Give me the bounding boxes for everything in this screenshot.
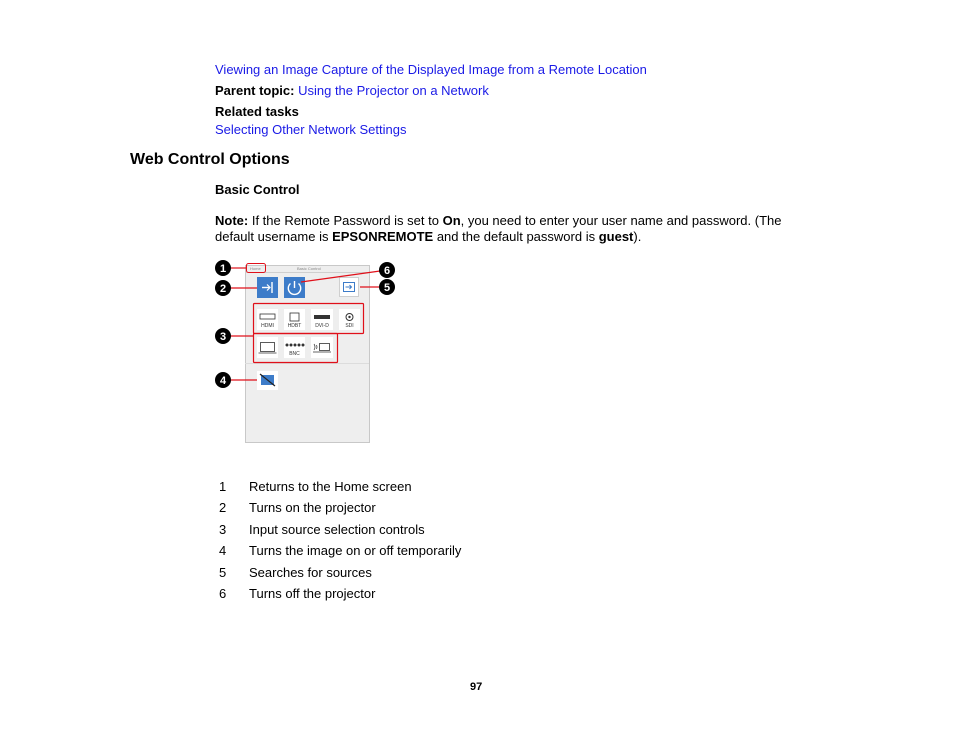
source-dvid-label: DVI-D	[315, 323, 329, 329]
legend-num-1: 1	[219, 479, 227, 494]
source-sdi-button[interactable]	[339, 309, 360, 330]
note-username: EPSONREMOTE	[332, 229, 434, 244]
note-on: On	[442, 213, 461, 228]
bnc-icon	[286, 344, 289, 347]
section-subtitle: Basic Control	[215, 182, 300, 197]
legend-num-5: 5	[219, 565, 227, 580]
callout-1	[215, 260, 231, 276]
source-network-button[interactable]	[311, 337, 333, 358]
source-sdi-label: SDI	[345, 323, 354, 329]
callout-4	[215, 372, 231, 388]
legend-num-2: 2	[219, 500, 227, 515]
note-text-1: If the Remote Password is set to	[248, 213, 443, 228]
callout-5	[379, 279, 395, 295]
source-computer-button[interactable]	[257, 337, 278, 358]
source-bnc-button[interactable]	[284, 337, 305, 358]
tab-basic-control[interactable]: Basic Control	[297, 266, 321, 271]
callout-4-label: 4	[219, 375, 227, 387]
legend-text-4: Turns the image on or off temporarily	[249, 543, 462, 558]
note-text-4: and the default password is	[433, 229, 599, 244]
legend-text-6: Turns off the projector	[249, 586, 376, 601]
note-text-3: default username is	[215, 229, 333, 244]
dvid-icon	[314, 315, 330, 319]
legend-text-1: Returns to the Home screen	[249, 479, 412, 494]
legend-text-2: Turns on the projector	[249, 500, 376, 515]
note-label: Note:	[215, 213, 249, 228]
legend-text-3: Input source selection controls	[249, 522, 425, 537]
legend-text-5: Searches for sources	[249, 565, 372, 580]
source-hdbt-label: HDBT	[287, 323, 302, 329]
source-dvid-button[interactable]	[311, 309, 333, 330]
legend-num-4: 4	[219, 543, 227, 558]
related-tasks-label: Related tasks	[215, 104, 299, 119]
av-mute-button[interactable]	[257, 371, 278, 390]
parent-topic-link[interactable]: Using the Projector on a Network	[298, 83, 489, 98]
viewing-capture-link[interactable]: Viewing an Image Capture of the Displayed Image from a Remote Location	[215, 62, 647, 77]
note-text-2: , you need to enter your user name and password. (The	[460, 213, 782, 228]
callout-3	[215, 328, 231, 344]
note-text-5: ).	[633, 229, 642, 244]
callout-6	[379, 262, 395, 278]
callout-2	[215, 280, 231, 296]
callout-3-label: 3	[219, 331, 227, 343]
parent-topic-label: Parent topic:	[215, 83, 295, 98]
callout-1-label: 1	[219, 263, 227, 275]
callout-5-label: 5	[383, 282, 391, 294]
legend-num-6: 6	[219, 586, 227, 601]
legend-num-3: 3	[219, 522, 227, 537]
note-password: guest	[598, 229, 634, 244]
page-number: 97	[470, 681, 483, 693]
related-tasks-link[interactable]: Selecting Other Network Settings	[215, 122, 407, 137]
source-hdbt-button[interactable]	[284, 309, 305, 330]
source-bnc-label: BNC	[289, 351, 300, 357]
section-title: Web Control Options	[130, 151, 290, 168]
callout-2-label: 2	[219, 283, 227, 295]
callout-6-label: 6	[383, 265, 391, 277]
tab-home[interactable]: Home	[250, 266, 261, 271]
source-hdmi-button[interactable]	[257, 309, 278, 330]
source-hdmi-label: HDMI	[261, 323, 274, 329]
